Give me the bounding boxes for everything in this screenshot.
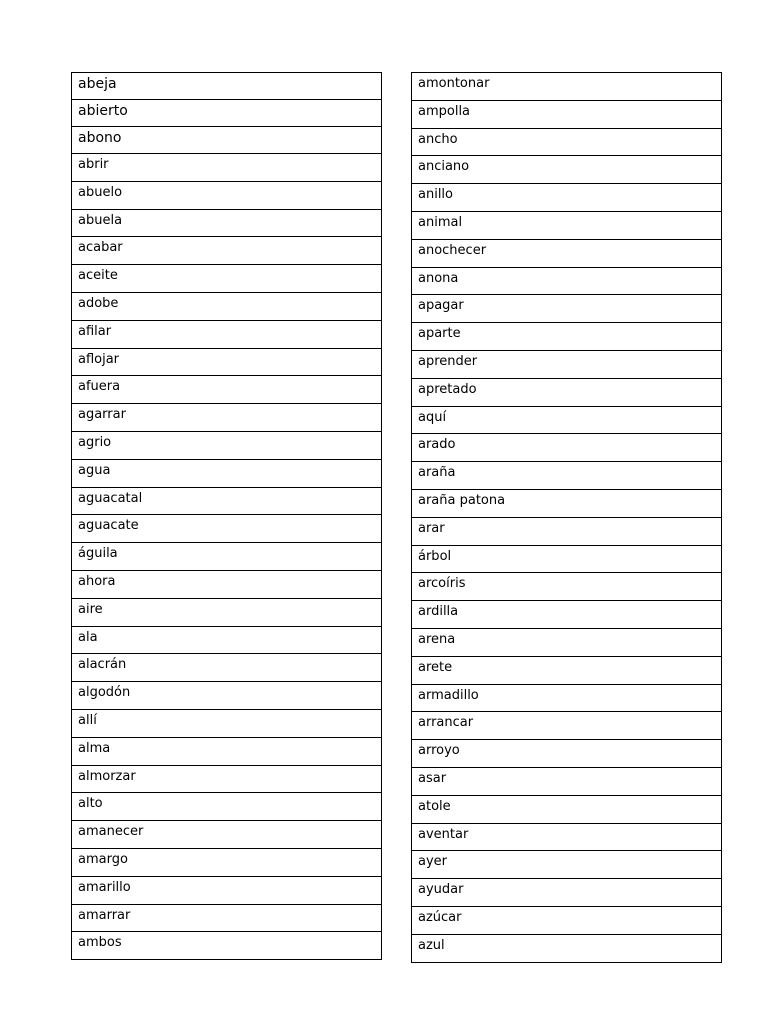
word-cell: afuera bbox=[72, 376, 382, 404]
word-cell: ardilla bbox=[412, 601, 722, 629]
table-row bbox=[412, 934, 722, 962]
word-cell: azul bbox=[412, 934, 722, 962]
table-row bbox=[72, 237, 382, 265]
table-row bbox=[412, 628, 722, 656]
table-row bbox=[72, 765, 382, 793]
word-cell: asar bbox=[412, 767, 722, 795]
word-cell: agarrar bbox=[72, 404, 382, 432]
table-row bbox=[72, 209, 382, 237]
word-cell: aceite bbox=[72, 265, 382, 293]
word-cell: aflojar bbox=[72, 348, 382, 376]
word-cell: arete bbox=[412, 656, 722, 684]
word-cell: ahora bbox=[72, 570, 382, 598]
word-cell: atole bbox=[412, 795, 722, 823]
word-cell: anciano bbox=[412, 156, 722, 184]
word-cell: ambos bbox=[72, 932, 382, 960]
table-row bbox=[72, 431, 382, 459]
word-cell: anillo bbox=[412, 184, 722, 212]
table-row bbox=[72, 876, 382, 904]
table-row bbox=[72, 598, 382, 626]
table-row bbox=[412, 184, 722, 212]
word-cell: ayudar bbox=[412, 879, 722, 907]
table-row bbox=[412, 350, 722, 378]
table-row bbox=[412, 851, 722, 879]
word-cell: aire bbox=[72, 598, 382, 626]
table-row bbox=[72, 515, 382, 543]
table-row bbox=[412, 239, 722, 267]
table-row bbox=[72, 821, 382, 849]
word-cell: amarillo bbox=[72, 876, 382, 904]
table-row bbox=[72, 73, 382, 100]
word-list-right bbox=[411, 72, 722, 963]
word-cell: ampolla bbox=[412, 100, 722, 128]
table-row bbox=[72, 793, 382, 821]
table-row bbox=[412, 128, 722, 156]
table-row bbox=[412, 406, 722, 434]
word-cell: armadillo bbox=[412, 684, 722, 712]
table-row bbox=[72, 848, 382, 876]
word-cell: algodón bbox=[72, 682, 382, 710]
table-row bbox=[72, 348, 382, 376]
word-cell: arar bbox=[412, 517, 722, 545]
table-row bbox=[72, 376, 382, 404]
word-cell: águila bbox=[72, 543, 382, 571]
table-row bbox=[412, 545, 722, 573]
word-cell: adobe bbox=[72, 292, 382, 320]
word-cell: arcoíris bbox=[412, 573, 722, 601]
table-row bbox=[412, 601, 722, 629]
table-row bbox=[72, 737, 382, 765]
word-cell: anochecer bbox=[412, 239, 722, 267]
table-row bbox=[412, 378, 722, 406]
word-cell: aguacate bbox=[72, 515, 382, 543]
table-row bbox=[412, 684, 722, 712]
word-cell: ayer bbox=[412, 851, 722, 879]
table-row bbox=[412, 906, 722, 934]
word-cell: alma bbox=[72, 737, 382, 765]
table-row bbox=[412, 156, 722, 184]
table-row bbox=[412, 712, 722, 740]
table-row bbox=[72, 932, 382, 960]
word-cell: araña patona bbox=[412, 489, 722, 517]
table-row bbox=[412, 295, 722, 323]
word-cell: amargo bbox=[72, 848, 382, 876]
table-row bbox=[72, 320, 382, 348]
word-cell: apagar bbox=[412, 295, 722, 323]
table-row bbox=[72, 154, 382, 182]
table-row bbox=[412, 795, 722, 823]
table-row bbox=[72, 709, 382, 737]
word-cell: acabar bbox=[72, 237, 382, 265]
table-row bbox=[72, 100, 382, 127]
word-cell: arroyo bbox=[412, 740, 722, 768]
word-cell: agrio bbox=[72, 431, 382, 459]
word-cell: aquí bbox=[412, 406, 722, 434]
table-row bbox=[72, 904, 382, 932]
word-cell: amontonar bbox=[412, 73, 722, 101]
table-row bbox=[72, 487, 382, 515]
table-row bbox=[412, 517, 722, 545]
table-row bbox=[72, 654, 382, 682]
table-row bbox=[72, 682, 382, 710]
table-row bbox=[72, 404, 382, 432]
table-row bbox=[412, 323, 722, 351]
table-row bbox=[412, 462, 722, 490]
word-cell: ancho bbox=[412, 128, 722, 156]
word-cell: amanecer bbox=[72, 821, 382, 849]
table-row bbox=[412, 656, 722, 684]
word-cell: animal bbox=[412, 211, 722, 239]
table-row bbox=[412, 489, 722, 517]
word-cell: azúcar bbox=[412, 906, 722, 934]
word-cell: abono bbox=[72, 127, 382, 154]
word-cell: arena bbox=[412, 628, 722, 656]
table-row bbox=[412, 434, 722, 462]
word-cell: apretado bbox=[412, 378, 722, 406]
word-cell: afilar bbox=[72, 320, 382, 348]
word-cell: arrancar bbox=[412, 712, 722, 740]
word-cell: araña bbox=[412, 462, 722, 490]
word-cell: almorzar bbox=[72, 765, 382, 793]
word-cell: abuela bbox=[72, 209, 382, 237]
table-row bbox=[412, 767, 722, 795]
word-cell: abeja bbox=[72, 73, 382, 100]
word-cell: aparte bbox=[412, 323, 722, 351]
table-row bbox=[72, 543, 382, 571]
word-cell: abrir bbox=[72, 154, 382, 182]
table-row bbox=[72, 292, 382, 320]
word-cell: ala bbox=[72, 626, 382, 654]
word-cell: aguacatal bbox=[72, 487, 382, 515]
word-cell: alto bbox=[72, 793, 382, 821]
word-cell: arado bbox=[412, 434, 722, 462]
table-row bbox=[72, 181, 382, 209]
word-cell: amarrar bbox=[72, 904, 382, 932]
word-cell: abierto bbox=[72, 100, 382, 127]
word-list-left bbox=[71, 72, 382, 960]
table-row bbox=[412, 211, 722, 239]
table-row bbox=[412, 879, 722, 907]
word-cell: abuelo bbox=[72, 181, 382, 209]
table-row bbox=[72, 570, 382, 598]
table-row bbox=[72, 127, 382, 154]
word-cell: aprender bbox=[412, 350, 722, 378]
table-row bbox=[412, 823, 722, 851]
word-cell: aventar bbox=[412, 823, 722, 851]
table-row bbox=[412, 573, 722, 601]
table-row bbox=[72, 459, 382, 487]
table-row bbox=[412, 100, 722, 128]
table-row bbox=[72, 265, 382, 293]
table-row bbox=[412, 740, 722, 768]
word-cell: alacrán bbox=[72, 654, 382, 682]
table-row bbox=[412, 267, 722, 295]
word-cell: árbol bbox=[412, 545, 722, 573]
word-cell: agua bbox=[72, 459, 382, 487]
word-cell: anona bbox=[412, 267, 722, 295]
table-row bbox=[72, 626, 382, 654]
table-row bbox=[412, 73, 722, 101]
word-cell: allí bbox=[72, 709, 382, 737]
